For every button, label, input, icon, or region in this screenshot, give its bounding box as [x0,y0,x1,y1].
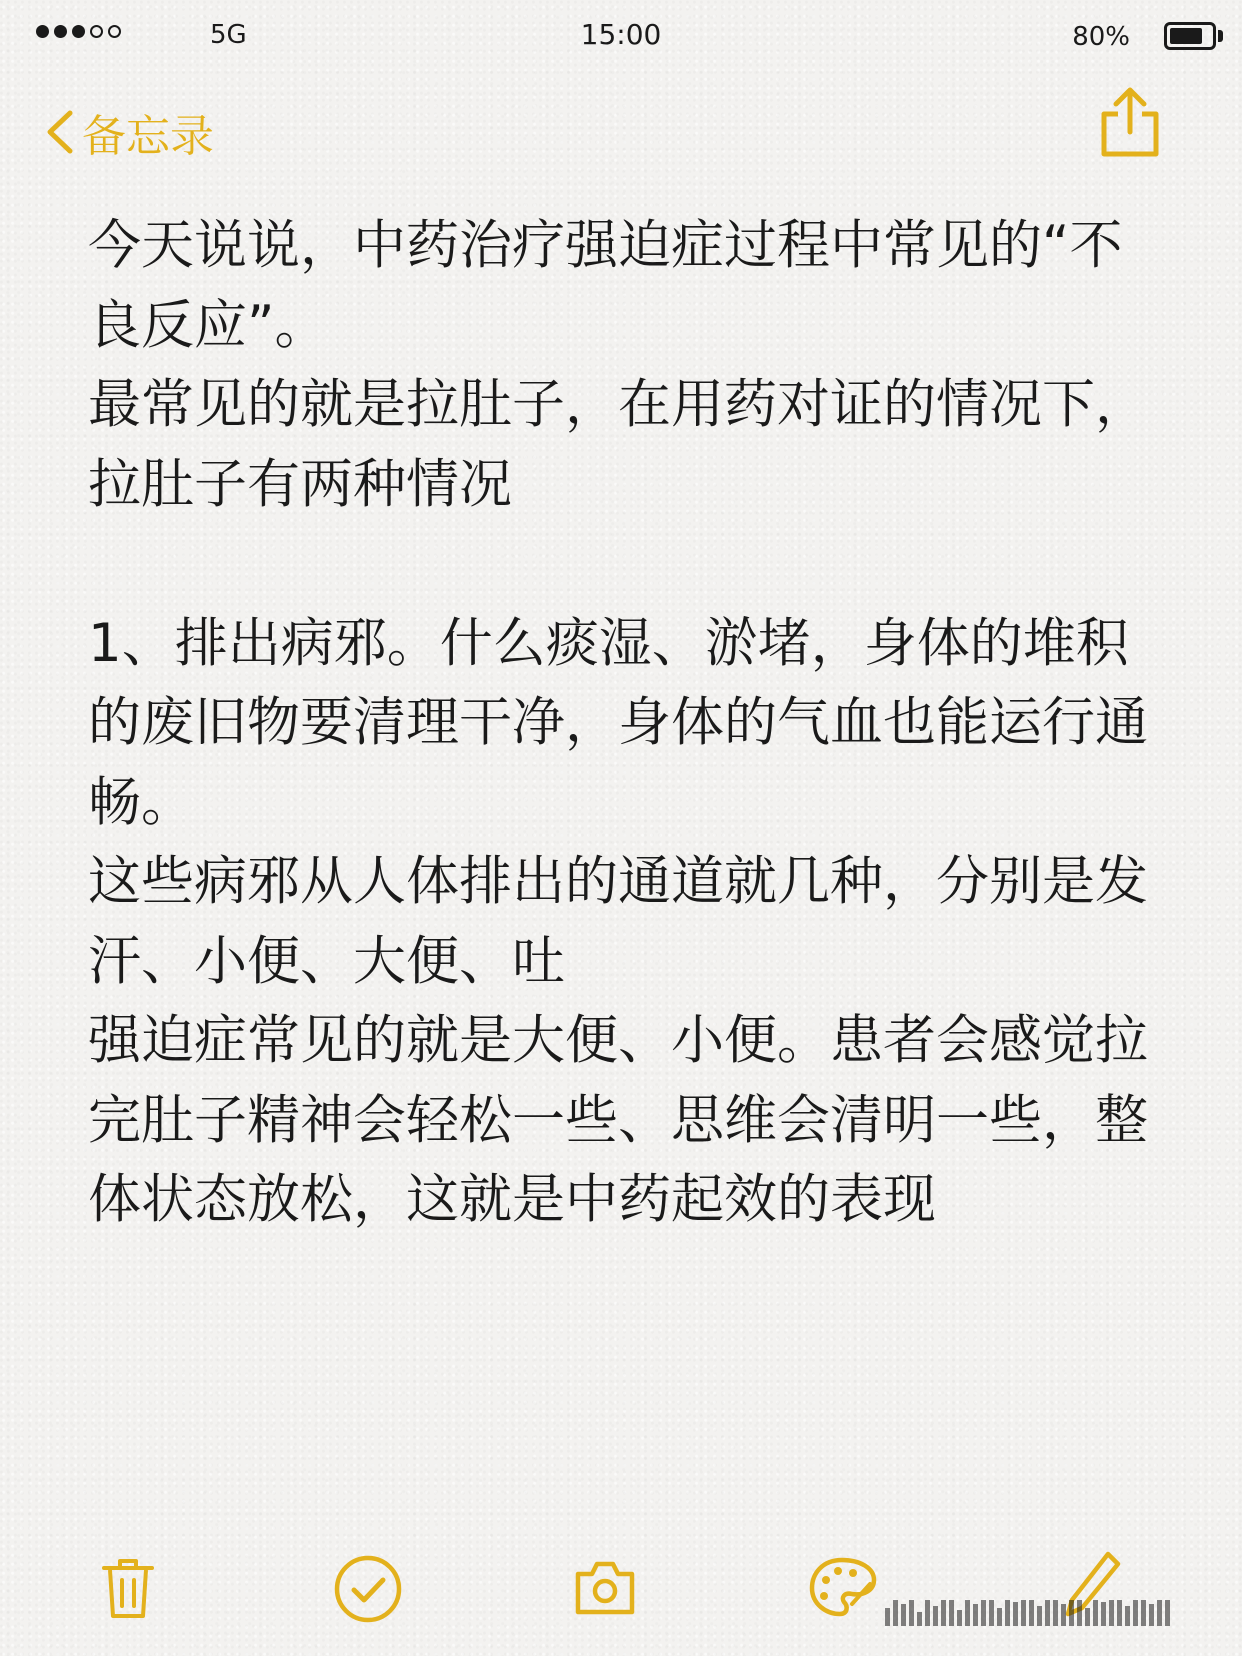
note-paragraph: 强迫症常见的就是大便、小便。患者会感觉拉完肚子精神会轻松一些、思维会清明一些，整体状态放松，这就是中药起效的表现 [88,1010,1148,1230]
note-paragraph: 今天说说，中药治疗强迫症过程中常见的“不良反应”。 [88,215,1123,356]
status-time: 15:00 [580,18,662,51]
camera-icon [574,1558,636,1618]
watermark [885,1600,1170,1626]
battery-fill [1170,28,1202,44]
share-button[interactable] [1098,86,1162,162]
battery-icon [1164,22,1216,50]
note-paragraph: 最常见的就是拉肚子，在用药对证的情况下，拉肚子有两种情况 [88,374,1148,515]
note-blank-line [88,524,1148,604]
back-button[interactable] [44,100,214,164]
note-body[interactable] [88,206,1148,1240]
checklist-button[interactable] [333,1554,403,1628]
markup-button[interactable] [808,1556,878,1624]
camera-button[interactable] [574,1558,636,1622]
note-paragraph: 1、排出病邪。什么痰湿、淤堵，身体的堆积的废旧物要清理干净，身体的气血也能运行通畅。 [88,612,1148,833]
back-button-label: 备忘录 [82,111,214,162]
delete-button[interactable] [100,1556,156,1624]
status-bar [0,0,1242,72]
trash-icon [100,1556,156,1620]
share-icon [1098,86,1162,158]
palette-icon [808,1556,878,1620]
battery-tip [1218,30,1223,42]
checklist-icon [333,1554,403,1624]
note-paragraph: 这些病邪从人体排出的通道就几种，分别是发汗、小便、大便、吐 [88,851,1148,992]
battery-percent: 80% [1072,22,1130,52]
network-type: 5G [210,20,247,50]
chevron-left-icon [44,109,76,155]
